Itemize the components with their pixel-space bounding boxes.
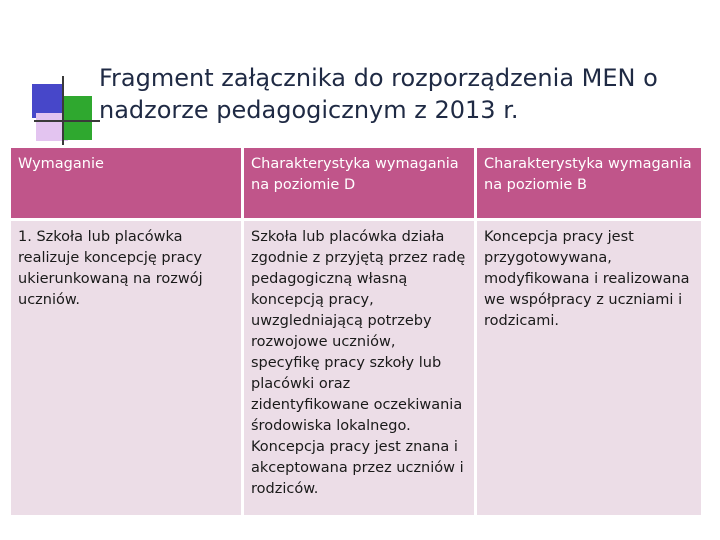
table-header-row [10,147,703,220]
slide-title: Fragment załącznika do rozporządzenia MEN o nadzorze pedagogicznym z 2013 r. [99,64,658,124]
header-level-b: Charakterystyka wymagania na poziomie B [476,147,703,220]
cell-level-b: Koncepcja pracy jest przygotowywana, modyfikowana i realizowana we współpracy z uczniami i rodzicami. [476,220,703,517]
table-row [10,220,703,517]
header-level-d: Charakterystyka wymagania na poziomie D [243,147,476,220]
decorative-vertical-line [62,76,64,148]
cell-requirement: 1. Szkoła lub placówka realizuje koncepcję pracy ukierunkowaną na rozwój uczniów. [10,220,243,517]
cell-level-d: Szkoła lub placówka działa zgodnie z przyjętą przez radę pedagogiczną własną koncepcją pracy, uwzgledniającą potrzeby rozwojowe uczniów, specyfikę pracy szkoły lub placówki oraz zidentyfikowane oczekiwania środowiska lokalnego. Koncepcja pracy jest znana i akceptowana przez uczniów i rodziców. [243,220,476,517]
decorative-green-square [62,96,92,140]
requirements-table [8,145,704,518]
header-requirement: Wymaganie [10,147,243,220]
decorative-horizontal-line [34,120,100,122]
